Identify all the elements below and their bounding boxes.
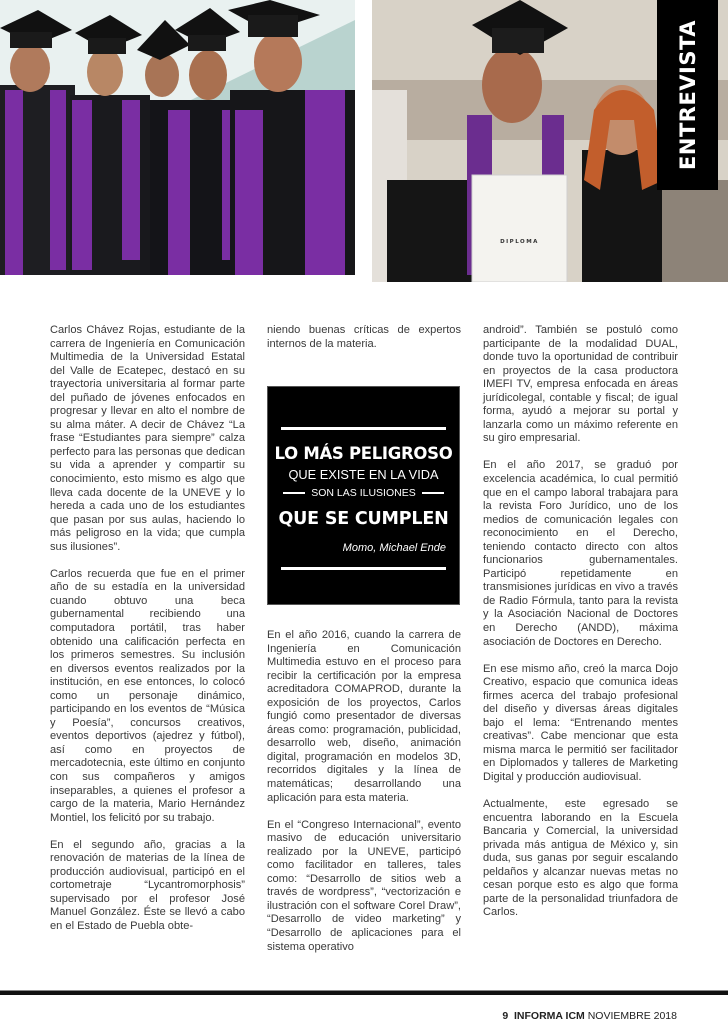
quote-line-3-wrapper [268,487,459,499]
paragraph: En el año 2017, se graduó por excelencia académica, lo cual permitió que en el campo laboral trabajara para la revista Foro Jurídico, uno de los medios de comunicación legales con reconocimiento en el Derecho, teniendo contacto directo con altos funcionarios gubernamentales. Participó repetidamente en transmisiones jurídicas en vivo a través de Radio Fórmula, tanto para la revista y la Asociación Nacional de Doctores en Derecho (ANDD), máxima asociación de Doctores en Derecho. [483,459,678,648]
publication-name: INFORMA ICM [514,1010,585,1022]
quote-line-3: SON LAS ILUSIONES [311,487,416,499]
page-number: 9 [502,1010,509,1022]
article-column-2-bottom [267,629,461,968]
quote-dash [283,492,305,494]
quote-rule-top [281,427,446,430]
quote-dash [422,492,444,494]
article-column-1 [50,324,245,947]
section-label: ENTREVISTA [675,20,700,170]
footer-rule [0,990,728,995]
paragraph: En ese mismo año, creó la marca Dojo Creativo, espacio que comunica ideas firmes acerca del trabajo profesional del diseño y diversas áreas digitales bajo el lema: “Entrenando mentes creativas”. Cabe mencionar que esta misma marca le permitió ser facilitador en Diplomados y talleres de Marketing Digital y producción audiovisual. [483,662,678,783]
paragraph: Actualmente, este egresado se encuentra laborando en la Escuela Bancaria y Comercial, la universidad privada más antigua de México y, sin duda, sus ganas por seguir escalando peldaños y alcanzar nuevas metas no cesan porque esto es algo que forma parte de la personalidad triunfadora de Carlos. [483,798,678,919]
paragraph: En el año 2016, cuando la carrera de Ingeniería en Comunicación Multimedia estuvo en el proceso para recibir la certificación por la empresa acreditadora COMAPROD, durante la exposición de los proyectos, Carlos fungió como presentador de diversas áreas como: programación, publicidad, desarrollo web, diseño, animación digital, programación en modelos 3D, recorridos digitales y la línea de matemáticas; desarrollando una aplicación para esta materia. [267,629,461,804]
issue-date: NOVIEMBRE 2018 [587,1010,677,1022]
quote-line-2: QUE EXISTE EN LA VIDA [288,467,439,482]
paragraph: En el “Congreso Internacional”, evento masivo de educación universitario realizado por la UNEVE, participó como facilitador en talleres, tales como: “Desarrollo de sitios web a través de wordpress”, “vectorización e ilustración con el software Corel Draw”, “Desarrollo de video marketing” y “Desarrollo de aplicaciones para el sistema operativo [267,818,461,953]
diploma-label: DIPLOMA [500,239,539,245]
pull-quote [267,386,460,605]
article-column-2-top [267,324,461,365]
graduates-illustration [0,0,355,282]
page-footer [502,1010,677,1022]
paragraph: niendo buenas críticas de expertos internos de la materia. [267,324,461,350]
quote-line-1: LO MÁS PELIGROSO [274,444,453,463]
paragraph: En el segundo año, gracias a la renovación de materias de la línea de producción audiovisual, participó en el cortometraje “Lycantromorphosis” supervisado por el profesor José Manuel González. Éste se llevó a cabo en el Estado de Puebla obte- [50,838,245,932]
photo-group-graduates [0,0,355,282]
paragraph: android”. También se postuló como participante de la modalidad DUAL, donde tuvo la oportunidad de contribuir en proyectos de la casa productora IMEFI TV, empresa enfocada en áreas jurídicolegal, contable y fiscal; de igual forma, ayudó a mejorar su portal y lanzarla como un máximo referente en su giro empresarial. [483,324,678,445]
quote-line-4: QUE SE CUMPLEN [278,509,449,529]
quote-rule-bottom [281,567,446,570]
paragraph: Carlos Chávez Rojas, estudiante de la carrera de Ingeniería en Comunicación Multimedia de la Universidad Estatal del Valle de Ecatepec, destacó en su trayectoria universitaria al formar parte del puñado de jóvenes enfocados en progresar y llevar en alto el nombre de su alma máter. A decir de Chávez “La frase “Estudiantes para siempre” calza perfecto para las personas que dedican su vida a aprender y compartir su conocimiento, esto mismo es algo que lleva cada docente de la UNEVE y lo hereda a cada uno de los estudiantes que pasan por sus aulas, haciendo lo más peligroso en la vida; que cumpla sus ilusiones”. [50,324,245,553]
quote-attribution: Momo, Michael Ende [342,542,446,554]
paragraph: Carlos recuerda que fue en el primer año de su estadía en la universidad cuando obtuvo una beca gubernamental recibiendo una computadora portátil, tras haber obtenido una calificación perfecta en los primeros semestres. Su inclusión en diversos eventos realizados por la institución, en ese entonces, lo colocó como un personaje dinámico, participando en los eventos de “Música y Poesía”, concursos creativos, eventos deportivos (ajedrez y fútbol), así como en proyectos de mercadotecnia, este último en conjunto con sus compañeros y amigos inseparables, a quienes el profesor a cargo de la materia, Mario Hernández Montiel, los felicitó por su trabajo. [50,567,245,824]
section-label-band [657,0,718,190]
article-column-3 [483,324,678,933]
